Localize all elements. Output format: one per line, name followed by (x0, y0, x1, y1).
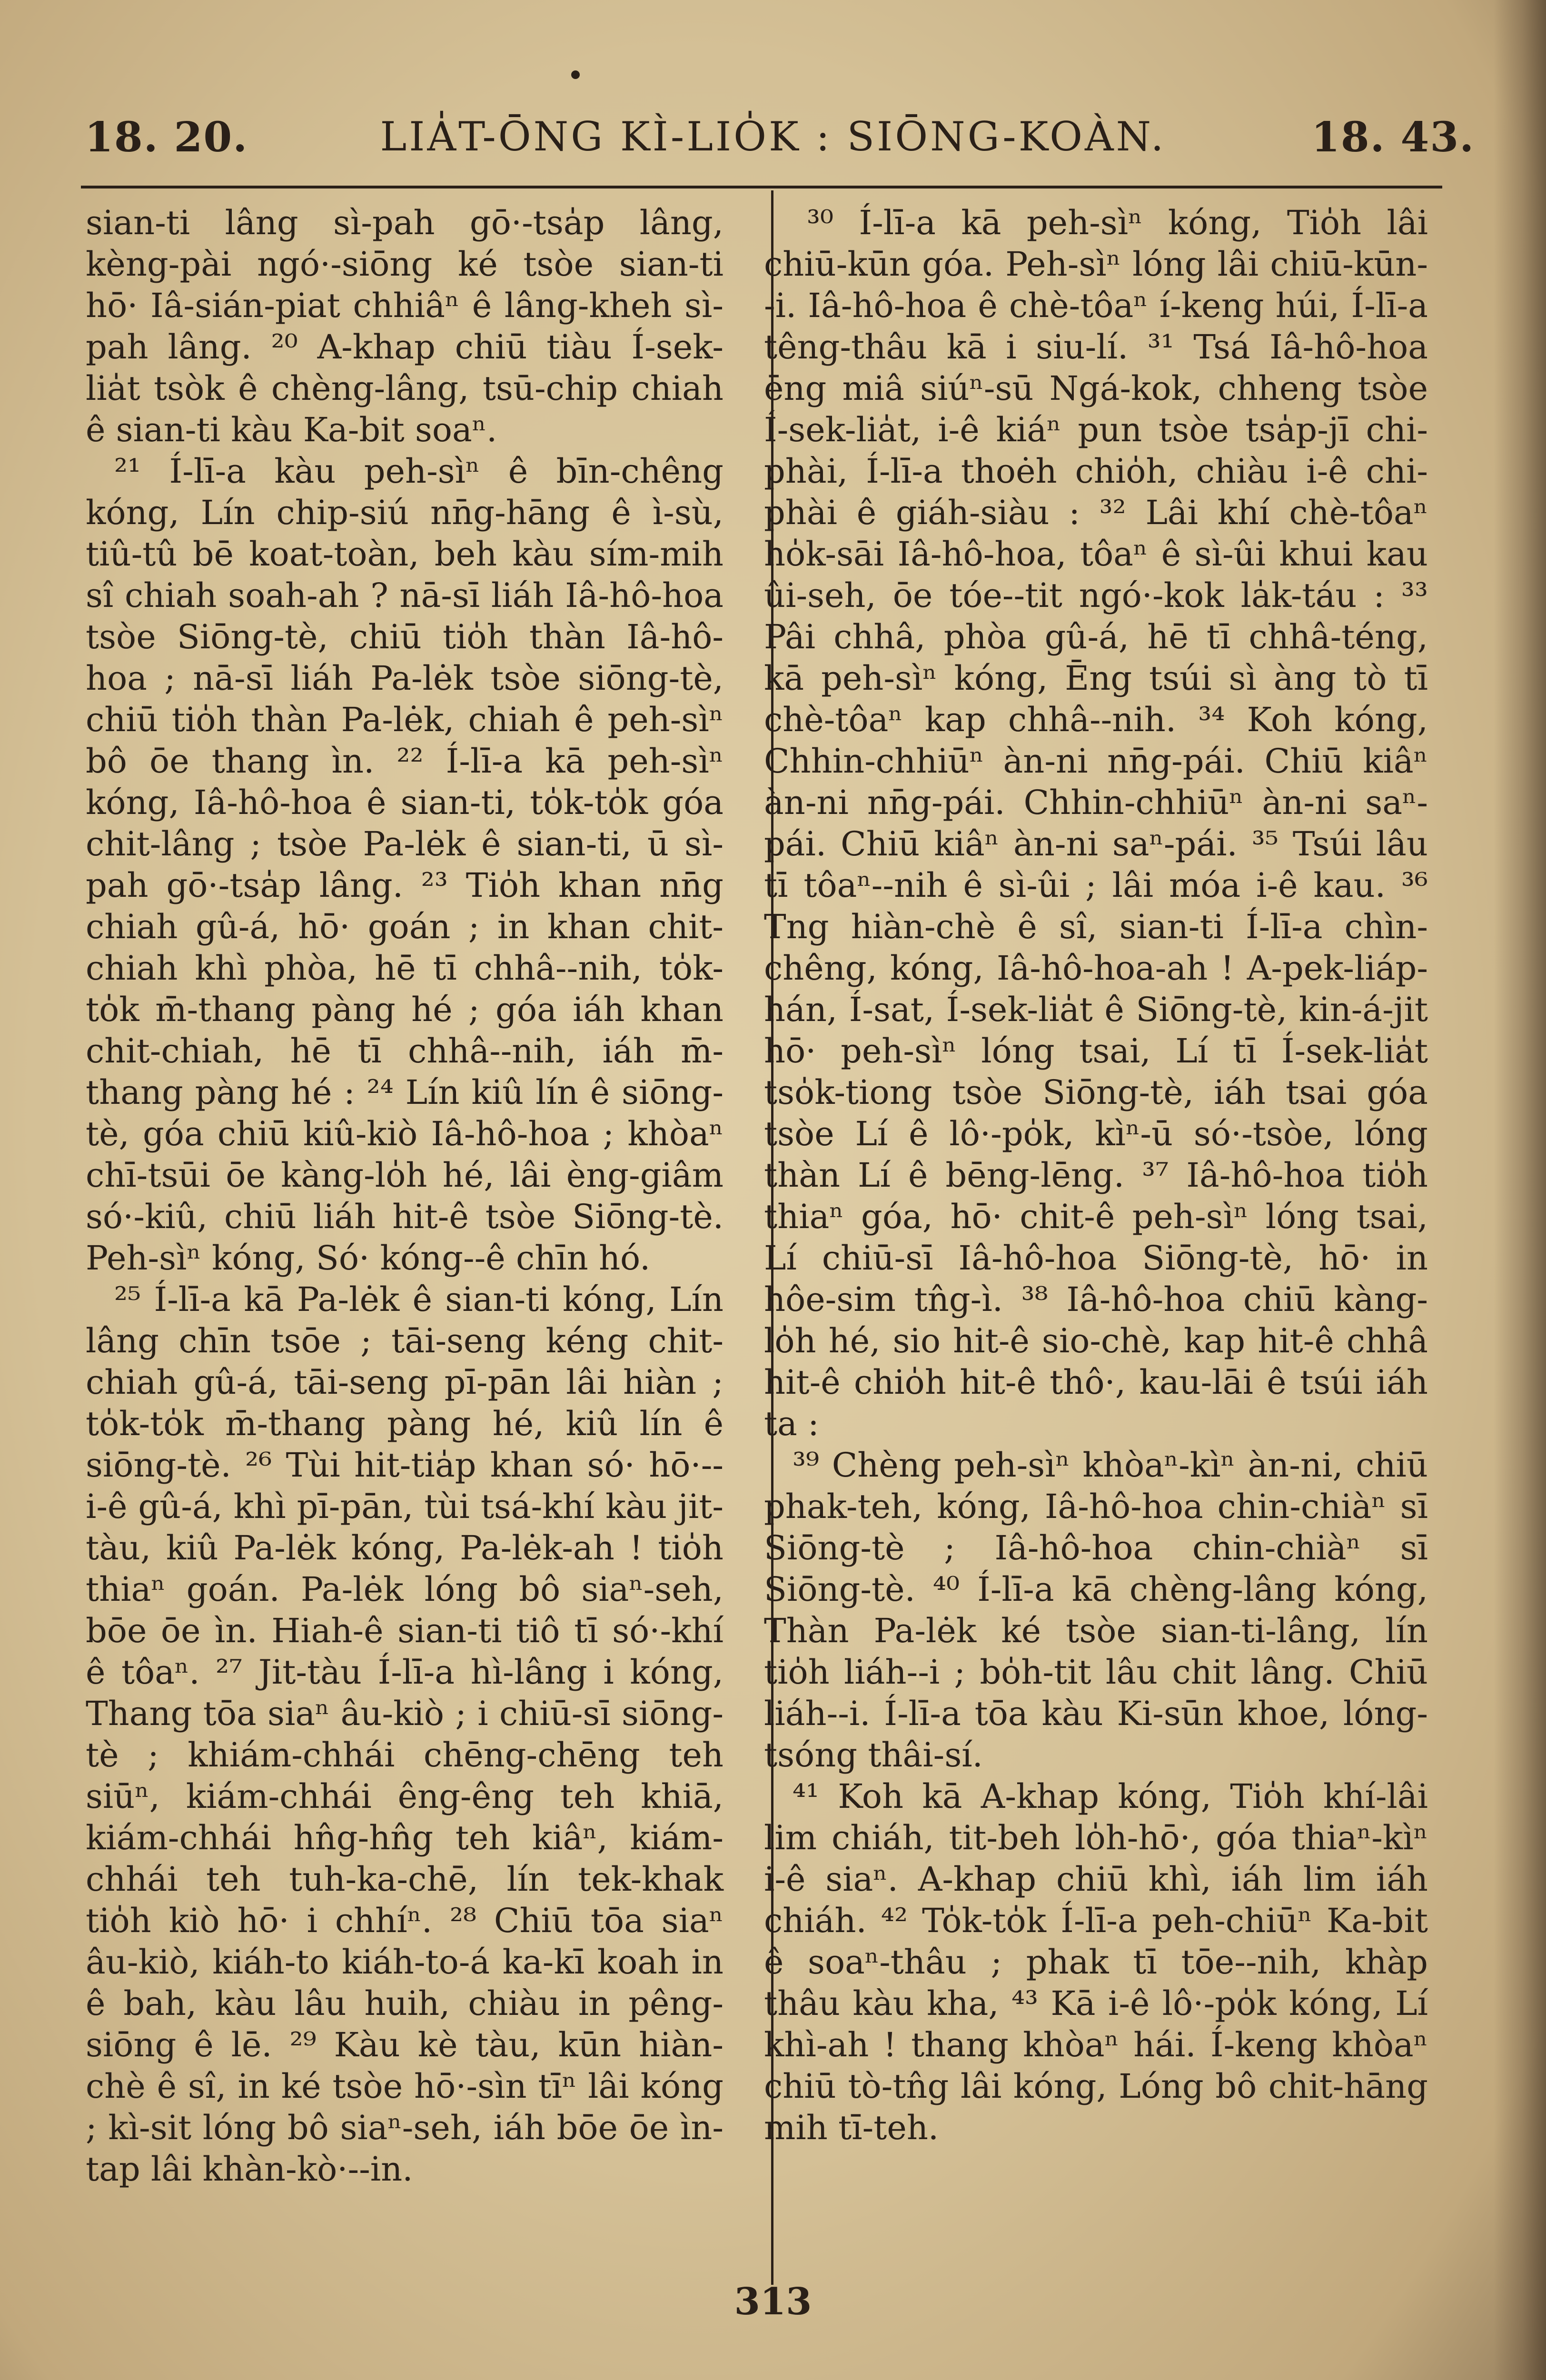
right-paragraph: ³⁹ Chèng peh-sìⁿ khòaⁿ-kìⁿ àn-ni, chiū phak-teh, kóng, Iâ-hô-hoa chin-chiàⁿ sī Siōng-tè ; Iâ-hô-hoa chin-chiàⁿ sī Siōng-tè. ⁴⁰ Í-lī-a kā chèng-lâng kóng, Thàn Pa-lėk ké tsòe sian-ti-lâng, lín tio̍h liáh--i ; bo̍h-tit lâu chit lâng. Chiū liáh--i. Í-lī-a tōa kàu Ki-sūn khoe, lóng-tsóng thâi-sí. (764, 1446, 1428, 1775)
right-paragraph: ³⁰ Í-lī-a kā peh-sìⁿ kóng, Tio̍h lâi chiū-kūn góa. Peh-sìⁿ lóng lâi chiū-kūn--i. Iâ-hô-hoa ê chè-tôaⁿ í-keng húi, Í-lī-a têng-thâu kā i siu-lí. ³¹ Tsá Iâ-hô-hoa ēng miâ siúⁿ-sū Ngá-kok, chheng tsòe Í-sek-lia̍t, i-ê kiáⁿ pun tsòe tsa̍p-jī chi-phài, Í-lī-a thoėh chio̍h, chiàu i-ê chi-phài ê giáh-siàu : ³² Lâi khí chè-tôaⁿ ho̍k-sāi Iâ-hô-hoa, tôaⁿ ê sì-ûi khui kau ûi-seh, ōe tóe--tit ngó·-kok la̍k-táu : ³³ Pâi chhâ, phòa gû-á, hē tī chhâ-téng, kā peh-sìⁿ kóng, Ēng tsúi sì àng tò tī chè-tôaⁿ kap chhâ--nih. ³⁴ Koh kóng, Chhin-chhiūⁿ àn-ni nn̄g-pái. Chiū kiâⁿ àn-ni nn̄g-pái. Chhin-chhiūⁿ àn-ni saⁿ-pái. Chiū kiâⁿ àn-ni saⁿ-pái. ³⁵ Tsúi lâu tī tôaⁿ--nih ê sì-ûi ; lâi móa i-ê kau. ³⁶ Tng hiàn-chè ê sî, sian-ti Í-lī-a chìn-chêng, kóng, Iâ-hô-hoa-ah ! A-pek-liáp-hán, Í-sat, Í-sek-lia̍t ê Siōng-tè, kin-á-jit hō· peh-sìⁿ lóng tsai, Lí tī Í-sek-lia̍t tso̍k-tiong tsòe Siōng-tè, iáh tsai góa tsòe Lí ê lô·-po̍k, kìⁿ-ū só·-tsòe, lóng thàn Lí ê bēng-lēng. ³⁷ Iâ-hô-hoa tio̍h thiaⁿ góa, hō· chit-ê peh-sìⁿ lóng tsai, Lí chiū-sī Iâ-hô-hoa Siōng-tè, hō· in hôe-sim tn̂g-ì. ³⁸ Iâ-hô-hoa chiū kàng-lo̍h hé, sio hit-ê sio-chè, kap hit-ê chhâ hit-ê chio̍h hit-ê thô·, kau-lāi ê tsúi iáh ta : (764, 203, 1428, 1443)
print-mark (571, 70, 580, 79)
header-rule (81, 186, 1442, 188)
right-column (764, 202, 1428, 2149)
left-column (86, 202, 723, 2190)
header-title: LIA̍T-ŌNG KÌ-LIO̍K : SIŌNG-KOÀN. (380, 113, 1166, 160)
header-right-reference: 18. 43. (1311, 113, 1475, 161)
page-number: 313 (734, 2280, 812, 2323)
left-paragraph: ²¹ Í-lī-a kàu peh-sìⁿ ê bīn-chêng kóng, Lín chip-siú nn̄g-hāng ê ì-sù, tiû-tû bē koat-toàn, beh kàu sím-mih sî chiah soah-ah ? nā-sī liáh Iâ-hô-hoa tsòe Siōng-tè, chiū tio̍h thàn Iâ-hô-hoa ; nā-sī liáh Pa-lėk tsòe siōng-tè, chiū tio̍h thàn Pa-lėk, chiah ê peh-sìⁿ bô ōe thang ìn. ²² Í-lī-a kā peh-sìⁿ kóng, Iâ-hô-hoa ê sian-ti, to̍k-to̍k góa chit-lâng ; tsòe Pa-lėk ê sian-ti, ū sì-pah gō·-tsa̍p lâng. ²³ Tio̍h khan nn̄g chiah gû-á, hō· goán ; in khan chit-chiah khì phòa, hē tī chhâ--nih, to̍k-to̍k m̄-thang pàng hé ; góa iáh khan chit-chiah, hē tī chhâ--nih, iáh m̄-thang pàng hé : ²⁴ Lín kiû lín ê siōng-tè, góa chiū kiû-kiò Iâ-hô-hoa ; khòaⁿ chī-tsūi ōe kàng-lo̍h hé, lâi èng-giâm só·-kiû, chiū liáh hit-ê tsòe Siōng-tè. Peh-sìⁿ kóng, Só· kóng--ê chīn hó. (86, 452, 723, 1278)
page-gutter-shadow (1494, 0, 1546, 2380)
header-left-reference: 18. 20. (85, 113, 248, 161)
right-paragraph: ⁴¹ Koh kā A-khap kóng, Tio̍h khí-lâi lim chiáh, tit-beh lo̍h-hō·, góa thiaⁿ-kìⁿ i-ê siaⁿ. A-khap chiū khì, iáh lim iáh chiáh. ⁴² To̍k-to̍k Í-lī-a peh-chiūⁿ Ka-bit ê soaⁿ-thâu ; phak tī tōe--nih, khàp thâu kàu kha, ⁴³ Kā i-ê lô·-po̍k kóng, Lí khì-ah ! thang khòaⁿ hái. Í-keng khòaⁿ chiū tò-tn̂g lâi kóng, Lóng bô chit-hāng mih tī-teh. (764, 1777, 1428, 2147)
left-paragraph: ²⁵ Í-lī-a kā Pa-lėk ê sian-ti kóng, Lín lâng chīn tsōe ; tāi-seng kéng chit-chiah gû-á, tāi-seng pī-pān lâi hiàn ; to̍k-to̍k m̄-thang pàng hé, kiû lín ê siōng-tè. ²⁶ Tùi hit-tia̍p khan só· hō·--i-ê gû-á, khì pī-pān, tùi tsá-khí kàu jit-tàu, kiû Pa-lėk kóng, Pa-lėk-ah ! tio̍h thiaⁿ goán. Pa-lėk lóng bô siaⁿ-seh, bōe ōe ìn. Hiah-ê sian-ti tiô tī só·-khí ê tôaⁿ. ²⁷ Jit-tàu Í-lī-a hì-lâng i kóng, Thang tōa siaⁿ âu-kiò ; i chiū-sī siōng-tè ; khiám-chhái chēng-chēng teh siūⁿ, kiám-chhái êng-êng teh khiā, kiám-chhái hn̂g-hn̂g teh kiâⁿ, kiám-chhái teh tuh-ka-chē, lín tek-khak tio̍h kiò hō· i chhíⁿ. ²⁸ Chiū tōa siaⁿ âu-kiò, kiáh-to kiáh-to-á ka-kī koah in ê bah, kàu lâu huih, chiàu in pêng-siōng ê lē. ²⁹ Kàu kè tàu, kūn hiàn-chè ê sî, in ké tsòe hō·-sìn tīⁿ lâi kóng ; kì-sit lóng bô siaⁿ-seh, iáh bōe ōe ìn-tap lâi khàn-kò·--in. (86, 1280, 723, 2189)
left-paragraph: sian-ti lâng sì-pah gō·-tsa̍p lâng, kèng-pài ngó·-siōng ké tsòe sian-ti hō· Iâ-sián-piat chhiâⁿ ê lâng-kheh sì-pah lâng. ²⁰ A-khap chiū tiàu Í-sek-lia̍t tsòk ê chèng-lâng, tsū-chip chiah ê sian-ti kàu Ka-bit soaⁿ. (86, 203, 723, 449)
